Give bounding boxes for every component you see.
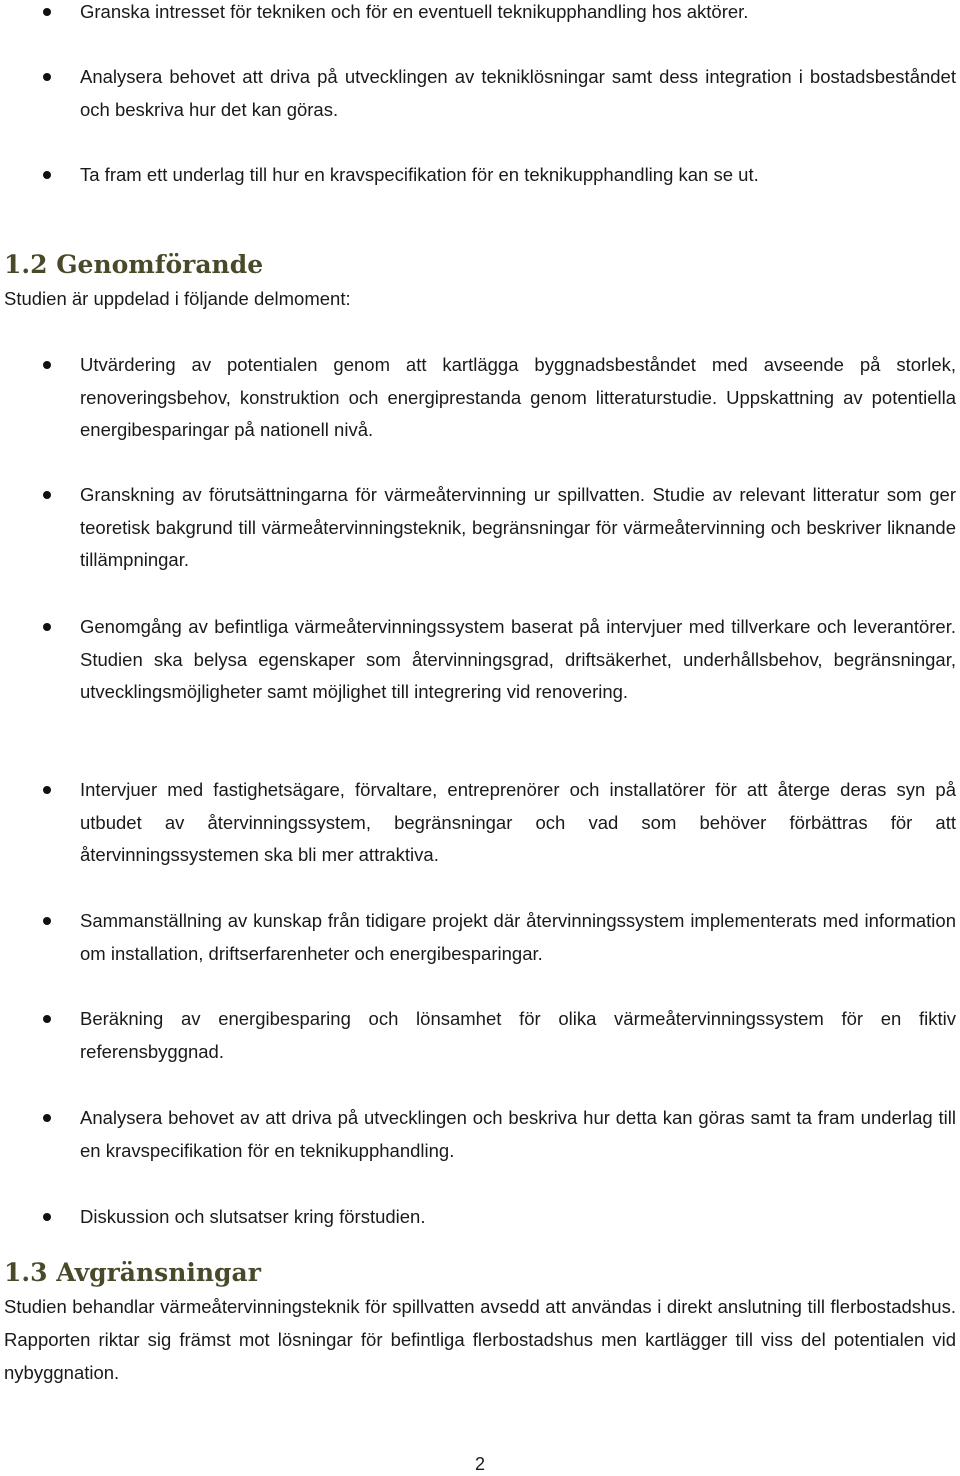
- goals-bullet-list: [0, 159, 960, 192]
- bullet-icon: [43, 73, 51, 81]
- bullet-icon: [43, 491, 51, 499]
- method-bullet-list: [0, 611, 960, 709]
- method-bullet-list: [0, 1102, 960, 1167]
- section-paragraph: Studien behandlar värmeåtervinningsteknik för spillvatten avsedd att användas i direkt anslutning till flerbostadshus. Rapporten riktar sig främst mot lösningar för befintliga flerbostadshus men kartlägger till viss del potentialen vid nybyggnation.: [4, 1296, 956, 1383]
- bullet-icon: [43, 171, 51, 179]
- page-number: 2: [474, 1454, 485, 1474]
- list-item: [0, 479, 960, 577]
- bullet-icon: [43, 786, 51, 794]
- list-item: [0, 774, 960, 872]
- list-item-text: Analysera behovet att driva på utvecklingen av tekniklösningar samt dess integration i bostadsbeståndet och beskriva hur det kan göras.: [80, 66, 956, 120]
- section-heading: 1.3 Avgränsningar: [4, 1258, 261, 1287]
- bullet-icon: [43, 917, 51, 925]
- list-item-text: Sammanställning av kunskap från tidigare projekt där återvinningssystem implementerats med information om installation, driftserfarenheter och energibesparingar.: [80, 910, 956, 964]
- list-item-text: Ta fram ett underlag till hur en kravspecifikation för en teknikupphandling kan se ut.: [80, 164, 759, 185]
- method-bullet-list: [0, 479, 960, 577]
- list-item: [0, 1102, 960, 1167]
- list-item: [0, 905, 960, 970]
- bullet-icon: [43, 8, 51, 16]
- method-bullet-list: [0, 905, 960, 970]
- method-bullet-list: [0, 1201, 960, 1234]
- list-item-text: Beräkning av energibesparing och lönsamhet för olika värmeåtervinningssystem för en fiktiv referensbyggnad.: [80, 1008, 956, 1062]
- list-item: [0, 159, 960, 192]
- goals-bullet-list: [0, 0, 960, 29]
- goals-bullet-list: [0, 61, 960, 126]
- list-item-text: Granskning av förutsättningarna för värmeåtervinning ur spillvatten. Studie av relevant litteratur som ger teoretisk bakgrund till värmeåtervinningsteknik, begränsningar för värmeåtervinning och beskriver liknande tillämpningar.: [80, 484, 956, 570]
- bullet-icon: [43, 1213, 51, 1221]
- list-item: [0, 0, 960, 29]
- list-item-text: Utvärdering av potentialen genom att kartlägga byggnadsbeståndet med avseende på storlek, renoveringsbehov, konstruktion och energiprestanda genom litteraturstudie. Uppskattning av potentiella energibesparingar på nationell nivå.: [80, 354, 956, 440]
- list-item-text: Intervjuer med fastighetsägare, förvaltare, entreprenörer och installatörer för att återge deras syn på utbudet av återvinningssystem, begränsningar och vad som behöver förbättras för att återvinningssystemen ska bli mer attraktiva.: [80, 779, 956, 865]
- list-item-text: Granska intresset för tekniken och för en eventuell teknikupphandling hos aktörer.: [80, 1, 749, 22]
- list-item: [0, 349, 960, 447]
- list-item: [0, 1201, 960, 1234]
- bullet-icon: [43, 1015, 51, 1023]
- method-bullet-list: [0, 1003, 960, 1068]
- bullet-icon: [43, 1114, 51, 1122]
- bullet-icon: [43, 361, 51, 369]
- section-heading: 1.2 Genomförande: [4, 250, 264, 279]
- list-item: [0, 611, 960, 709]
- list-item: [0, 1003, 960, 1068]
- method-bullet-list: [0, 349, 960, 447]
- list-item-text: Diskussion och slutsatser kring förstudien.: [80, 1206, 426, 1227]
- section-intro: Studien är uppdelad i följande delmoment:: [4, 288, 351, 309]
- list-item: [0, 61, 960, 126]
- method-bullet-list: [0, 774, 960, 872]
- list-item-text: Analysera behovet av att driva på utvecklingen och beskriva hur detta kan göras samt ta fram underlag till en kravspecifikation för en teknikupphandling.: [80, 1107, 956, 1161]
- list-item-text: Genomgång av befintliga värmeåtervinningssystem baserat på intervjuer med tillverkare och leverantörer. Studien ska belysa egenskaper som återvinningsgrad, driftsäkerhet, underhållsbehov, begränsningar, utvecklingsmöjligheter samt möjlighet till integrering vid renovering.: [80, 616, 956, 702]
- bullet-icon: [43, 623, 51, 631]
